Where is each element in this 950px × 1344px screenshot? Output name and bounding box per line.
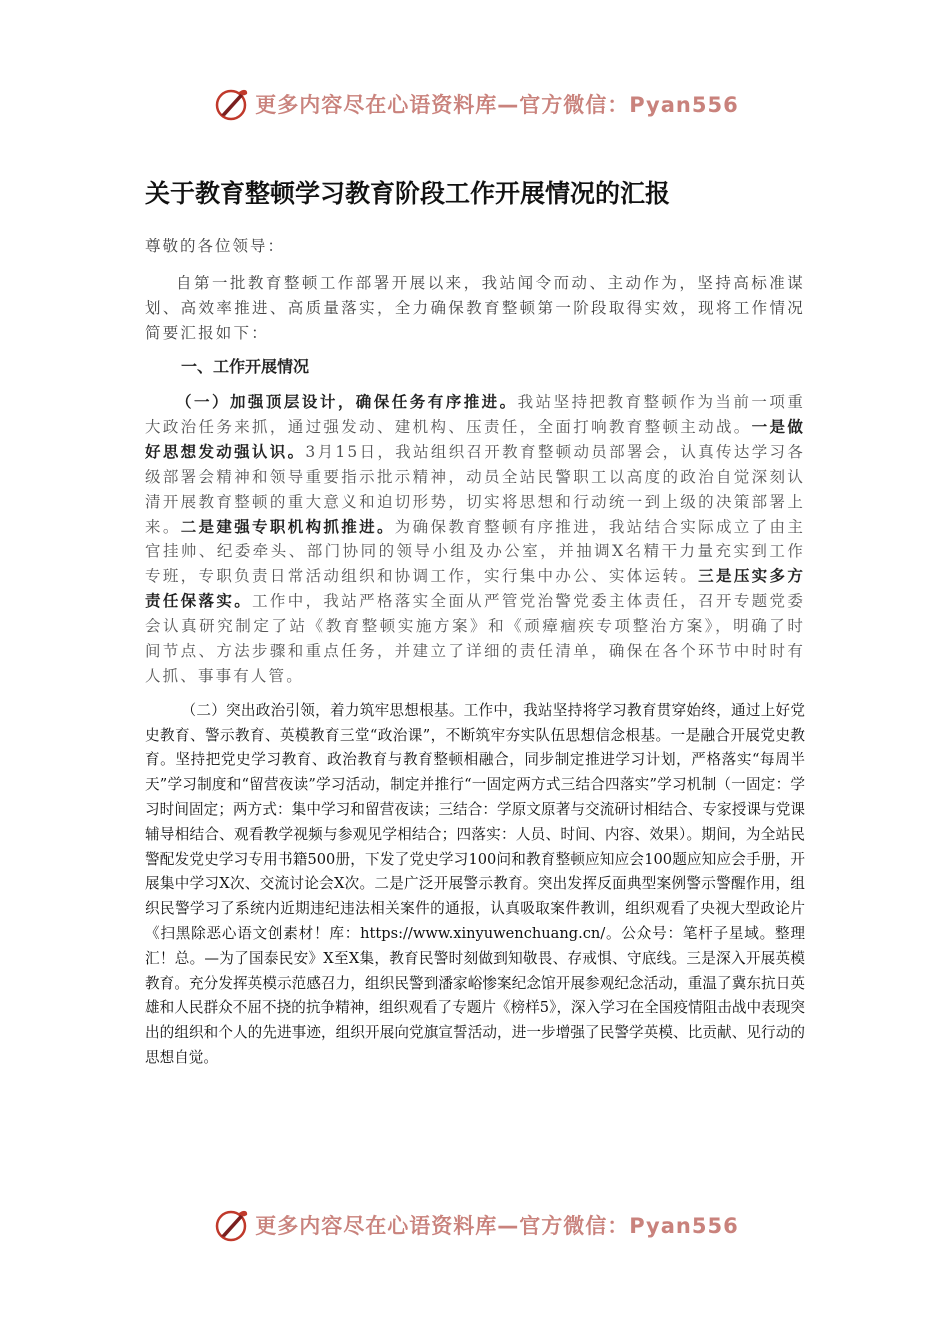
document-body [145,176,805,1071]
section-heading: 一、工作开展情况 [181,357,310,376]
paragraph-1 [145,390,805,689]
paragraph-1-text-1: 我站坚持把教育整顿作为当前一项重大政治任务来抓，通过强发动、建机构、压责任，全面打响教育整顿主动战。 [145,393,805,436]
paragraph-1-point-2: 二是建强专职机构抓推进。 [180,516,395,536]
paragraph-1-text-3: 为确保教育整顿有序推进，我站结合实际成立了由主官挂帅、纪委牵头、部门协同的领导小组及办公室，并抽调X名精干力量充实到工作专班，专职负责日常活动组织和协调工作，实行集中办公、实体运转。 [145,517,805,586]
footer-banner [0,1203,950,1247]
paragraph-2: （二）突出政治引领，着力筑牢思想根基。工作中，我站坚持将学习教育贯穿始终，通过上好党史教育、警示教育、英模教育三堂“政治课”，不断筑牢夯实队伍思想信念根基。一是融合开展党史教育。坚持把党史学习教育、政治教育与教育整顿相融合，同步制定推进学习计划，严格落实“每周半天”学习制度和“留营夜读”学习活动，制定并推行“一固定两方式三结合四落实”学习机制（一固定：学习时间固定；两方式：集中学习和留营夜读；三结合：学原文原著与交流研讨相结合、专家授课与党课辅导相结合、观看教学视频与参观见学相结合；四落实：人员、时间、内容、效果）。期间，为全站民警配发党史学习专用书籍500册，下发了党史学习100问和教育整顿应知应会100题应知应会手册，开展集中学习X次、交流讨论会X次。二是广泛开展警示教育。突出发挥反面典型案例警示警醒作用，组织民警学习了系统内近期违纪违法相关案件的通报，认真吸取案件教训，组织观看了央视大型政论片《扫黑除恶心语文创素材！库：https://www.xinyuwenchuang.cn/。公众号：笔杆子星域。整理汇！总。—为了国泰民安》X至X集，教育民警时刻做到知敬畏、存戒惧、守底线。三是深入开展英模教育。充分发挥英模示范感召力，组织民警到潘家峪惨案纪念馆开展参观纪念活动，重温了冀东抗日英雄和人民群众不屈不挠的抗争精神，组织观看了专题片《榜样5》，深入学习在全国疫情阻击战中表现突出的组织和个人的先进事迹，组织开展向党旗宣誓活动，进一步增强了民警学英模、比贡献、见行动的思想自觉。 [145,701,805,1067]
quill-logo-icon [211,84,251,124]
paragraph-1-point-3: 三是压实多方责任保落实。 [145,566,806,611]
paragraph-1-text-4: 工作中，我站严格落实全面从严管党治警党委主体责任，召开专题党委会认真研究制定了站《教育整顿实施方案》和《顽瘴痼疾专项整治方案》，明确了时间节点、方法步骤和重点任务，并建立了详细的责任清单，确保在各个环节中时时有人抓、事事有人管。 [145,592,805,685]
intro-paragraph: 自第一批教育整顿工作部署开展以来，我站闻令而动、主动作为，坚持高标准谋划、高效率推进、高质量落实，全力确保教育整顿第一阶段取得实效，现将工作情况简要汇报如下： [145,274,805,342]
paragraph-1-lead: （一）加强顶层设计，确保任务有序推进。 [176,392,518,411]
greeting: 尊敬的各位领导： [145,237,286,255]
header-banner [0,82,950,126]
paragraph-1-point-1: 一是做好思想发动强认识。 [145,416,805,461]
paragraph-1-text-2: 3月15日，我站组织召开教育整顿动员部署会，认真传达学习各级部署会精神和领导重要指示批示精神，动员全站民警职工以高度的政治自觉深刻认清开展教育整顿的重大意义和迫切形势，切实将思想和行动统一到上级的决策部署上来。 [145,442,805,536]
banner-text: 更多内容尽在心语资料库—官方微信：Pyan556 [255,1214,739,1238]
document-title: 关于教育整顿学习教育阶段工作开展情况的汇报 [145,179,671,208]
banner-text: 更多内容尽在心语资料库—官方微信：Pyan556 [255,93,739,117]
quill-logo-icon [211,1205,251,1245]
